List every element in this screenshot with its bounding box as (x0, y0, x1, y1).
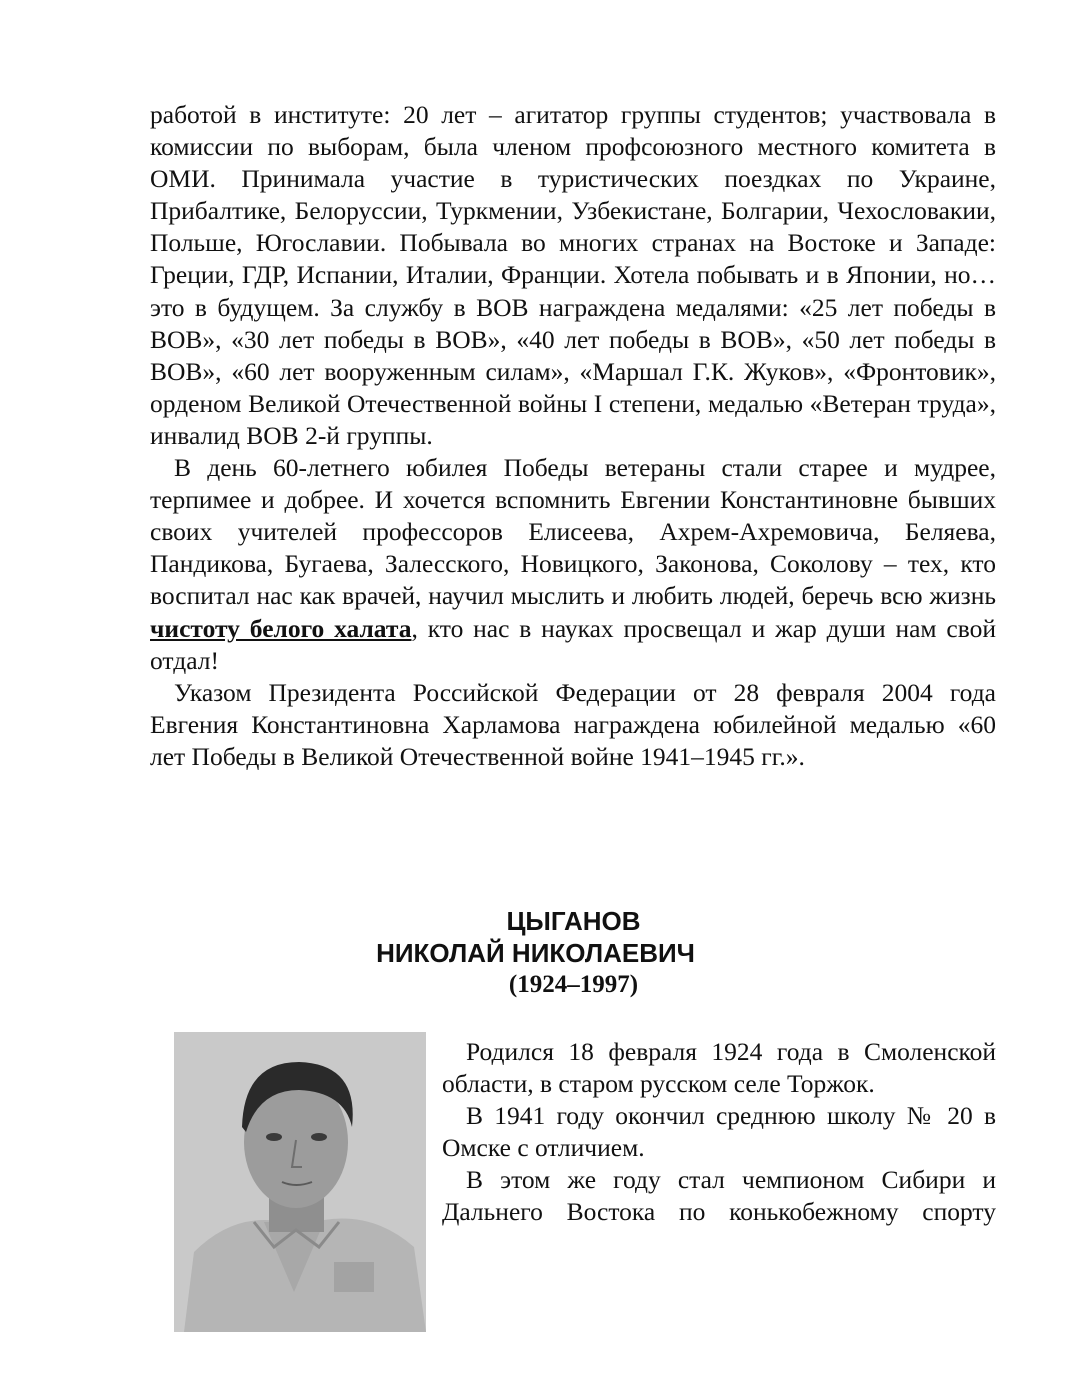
heading-years: (1924–1997) (508, 971, 639, 998)
paragraph-teachers (150, 452, 996, 677)
portrait-photo (174, 1032, 426, 1332)
body-text (150, 99, 996, 773)
heading-name: НИКОЛАЙ НИКОЛАЕВИЧ (376, 938, 695, 968)
bio-champion: В этом же году стал чемпионом Сибири и Дальнего Востока по конькобежному спорту (442, 1165, 996, 1227)
biography-text (442, 1036, 996, 1229)
heading-surname: ЦЫГАНОВ (506, 906, 641, 936)
bio-school: В 1941 году окончил среднюю школу № 20 в Омске с отличием. (442, 1101, 996, 1163)
paragraph-teachers-start: В день 60-летнего юбилея Победы ветераны стали старее и мудрее, терпимее и добрее. И хочется вспомнить Евгении Константиновне бывших своих учителей профессоров Елисеева, Ахрем-Ахремовича, Беляева, Пандикова, Бугаева, Залесского, Новицкого, Законова, Соколову – тех, кто воспитал нас как врачей, научил мыслить и любить людей, беречь всю жизнь (150, 453, 996, 611)
paragraph-decree: Указом Президента Российской Федерации от 28 февраля 2004 года Евгения Константиновна Харламова награждена юбилейной медалью «60 лет Победы в Великой Отечественной войне 1941–1945 гг.». (150, 677, 996, 771)
paragraph-teachers-end: , кто нас в науках просвещал и жар души нам свой отдал! (150, 613, 996, 675)
bio-birth: Родился 18 февраля 1924 года в Смоленской области, в старом русском селе Торжок. (442, 1037, 996, 1099)
paragraph-awards: работой в институте: 20 лет – агитатор группы студентов; участвовала в комиссии по выборам, была членом профсоюзного местного комитета в ОМИ. Принимала участие в туристических поездках по Украине, Прибалтике, Белоруссии, Туркмении, Узбекистане, Болгарии, Чехословакии, Польше, Югославии. Побывала во многих странах на Востоке и Западе: Греции, ГДР, Испании, Италии, Франции. Хотела побывать и в Японии, но… это в будущем. За службу в ВОВ награждена медалями: «25 лет победы в ВОВ», «30 лет победы в ВОВ», «40 лет победы в ВОВ», «50 лет победы в ВОВ», «60 лет вооруженным силам», «Маршал Г.К. Жуков», «Фронтовик», орденом Великой Отечественной войны I степени, медалью «Ветеран труда», инвалид ВОВ 2-й группы. (150, 100, 996, 450)
portrait-photo-icon (174, 1032, 426, 1332)
biography-heading (0, 905, 1071, 1001)
emphasized-phrase: чистоту белого халата (150, 613, 412, 643)
